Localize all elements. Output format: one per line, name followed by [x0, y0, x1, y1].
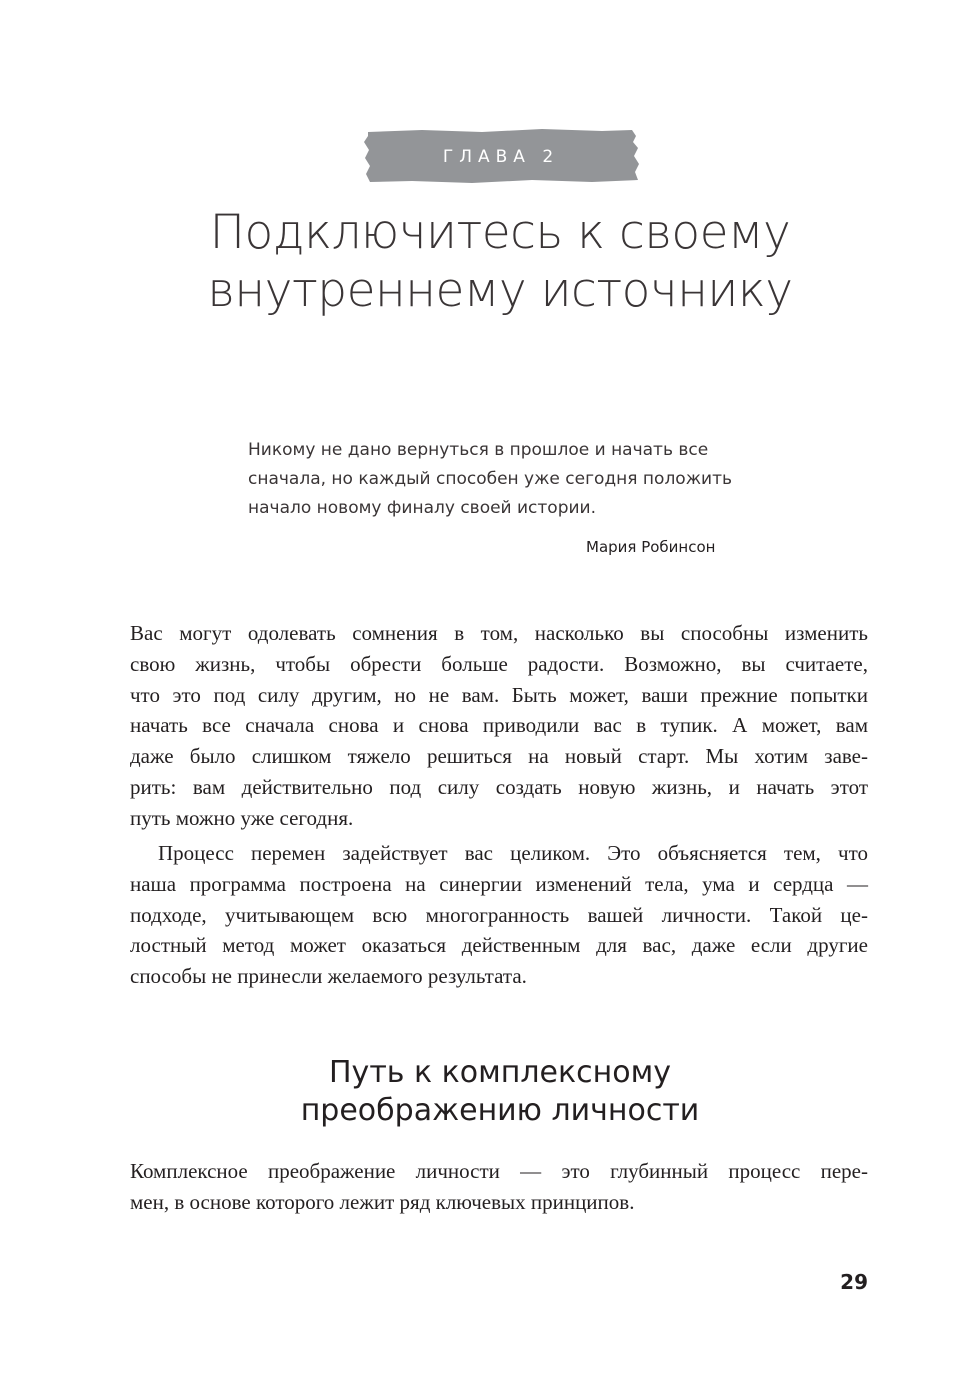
text-line: начать все сначала снова и снова приводили вас в тупик. А может, вам: [130, 713, 868, 738]
chapter-label: ГЛАВА 2: [442, 147, 560, 167]
text-line: рить: вам действительно под силу создать новую жизнь, и начать этот: [130, 774, 868, 799]
epigraph-line: Никому не дано вернуться в прошлое и начать все: [248, 440, 709, 460]
chapter-title-line: внутреннему источнику: [207, 263, 793, 318]
chapter-label-badge: [362, 128, 640, 184]
text-line: путь можно уже сегодня.: [130, 805, 354, 830]
epigraph-author: Мария Робинсон: [586, 538, 716, 556]
section-heading-line: Путь к комплексному: [329, 1055, 671, 1090]
epigraph-quote: [248, 436, 788, 523]
epigraph: [248, 436, 788, 523]
text-line: что это под силу другим, но не вам. Быть может, ваши прежние попытки: [130, 682, 868, 707]
chapter-title: [100, 204, 900, 320]
page-number: 29: [840, 1270, 868, 1294]
body-paragraph: [130, 1156, 868, 1218]
chapter-title-line: Подключитесь к своему: [209, 205, 791, 260]
text-line: мен, в основе которого лежит ряд ключевых принципов.: [130, 1189, 635, 1214]
text-line: лостный метод может оказаться действенным для вас, даже если другие: [130, 933, 868, 958]
text-line: свою жизнь, чтобы обрести больше радости. Возможно, вы считаете,: [130, 651, 868, 676]
text-line: даже было слишком тяжело решиться на новый старт. Мы хотим заве-: [130, 744, 868, 769]
text-line: Вас могут одолевать сомнения в том, насколько вы способны изменить: [130, 621, 868, 645]
text-line: подходе, учитывающем всю многогранность вашей личности. Такой це-: [130, 902, 868, 927]
section-heading-line: преображению личности: [300, 1093, 700, 1128]
text-line: Процесс перемен задействует вас целиком. Это объясняется тем, что: [158, 841, 868, 865]
epigraph-line: начало новому финалу своей истории.: [248, 498, 597, 518]
text-line: Комплексное преображение личности — это глубинный процесс пере-: [130, 1159, 868, 1183]
body-paragraph: [130, 838, 868, 992]
text-line: способы не принесли желаемого результата.: [130, 964, 527, 989]
section-heading: [150, 1054, 850, 1130]
text-line: наша программа построена на синергии изменений тела, ума и сердца —: [130, 871, 868, 896]
body-paragraph: [130, 618, 868, 834]
epigraph-line: сначала, но каждый способен уже сегодня положить: [248, 469, 732, 489]
